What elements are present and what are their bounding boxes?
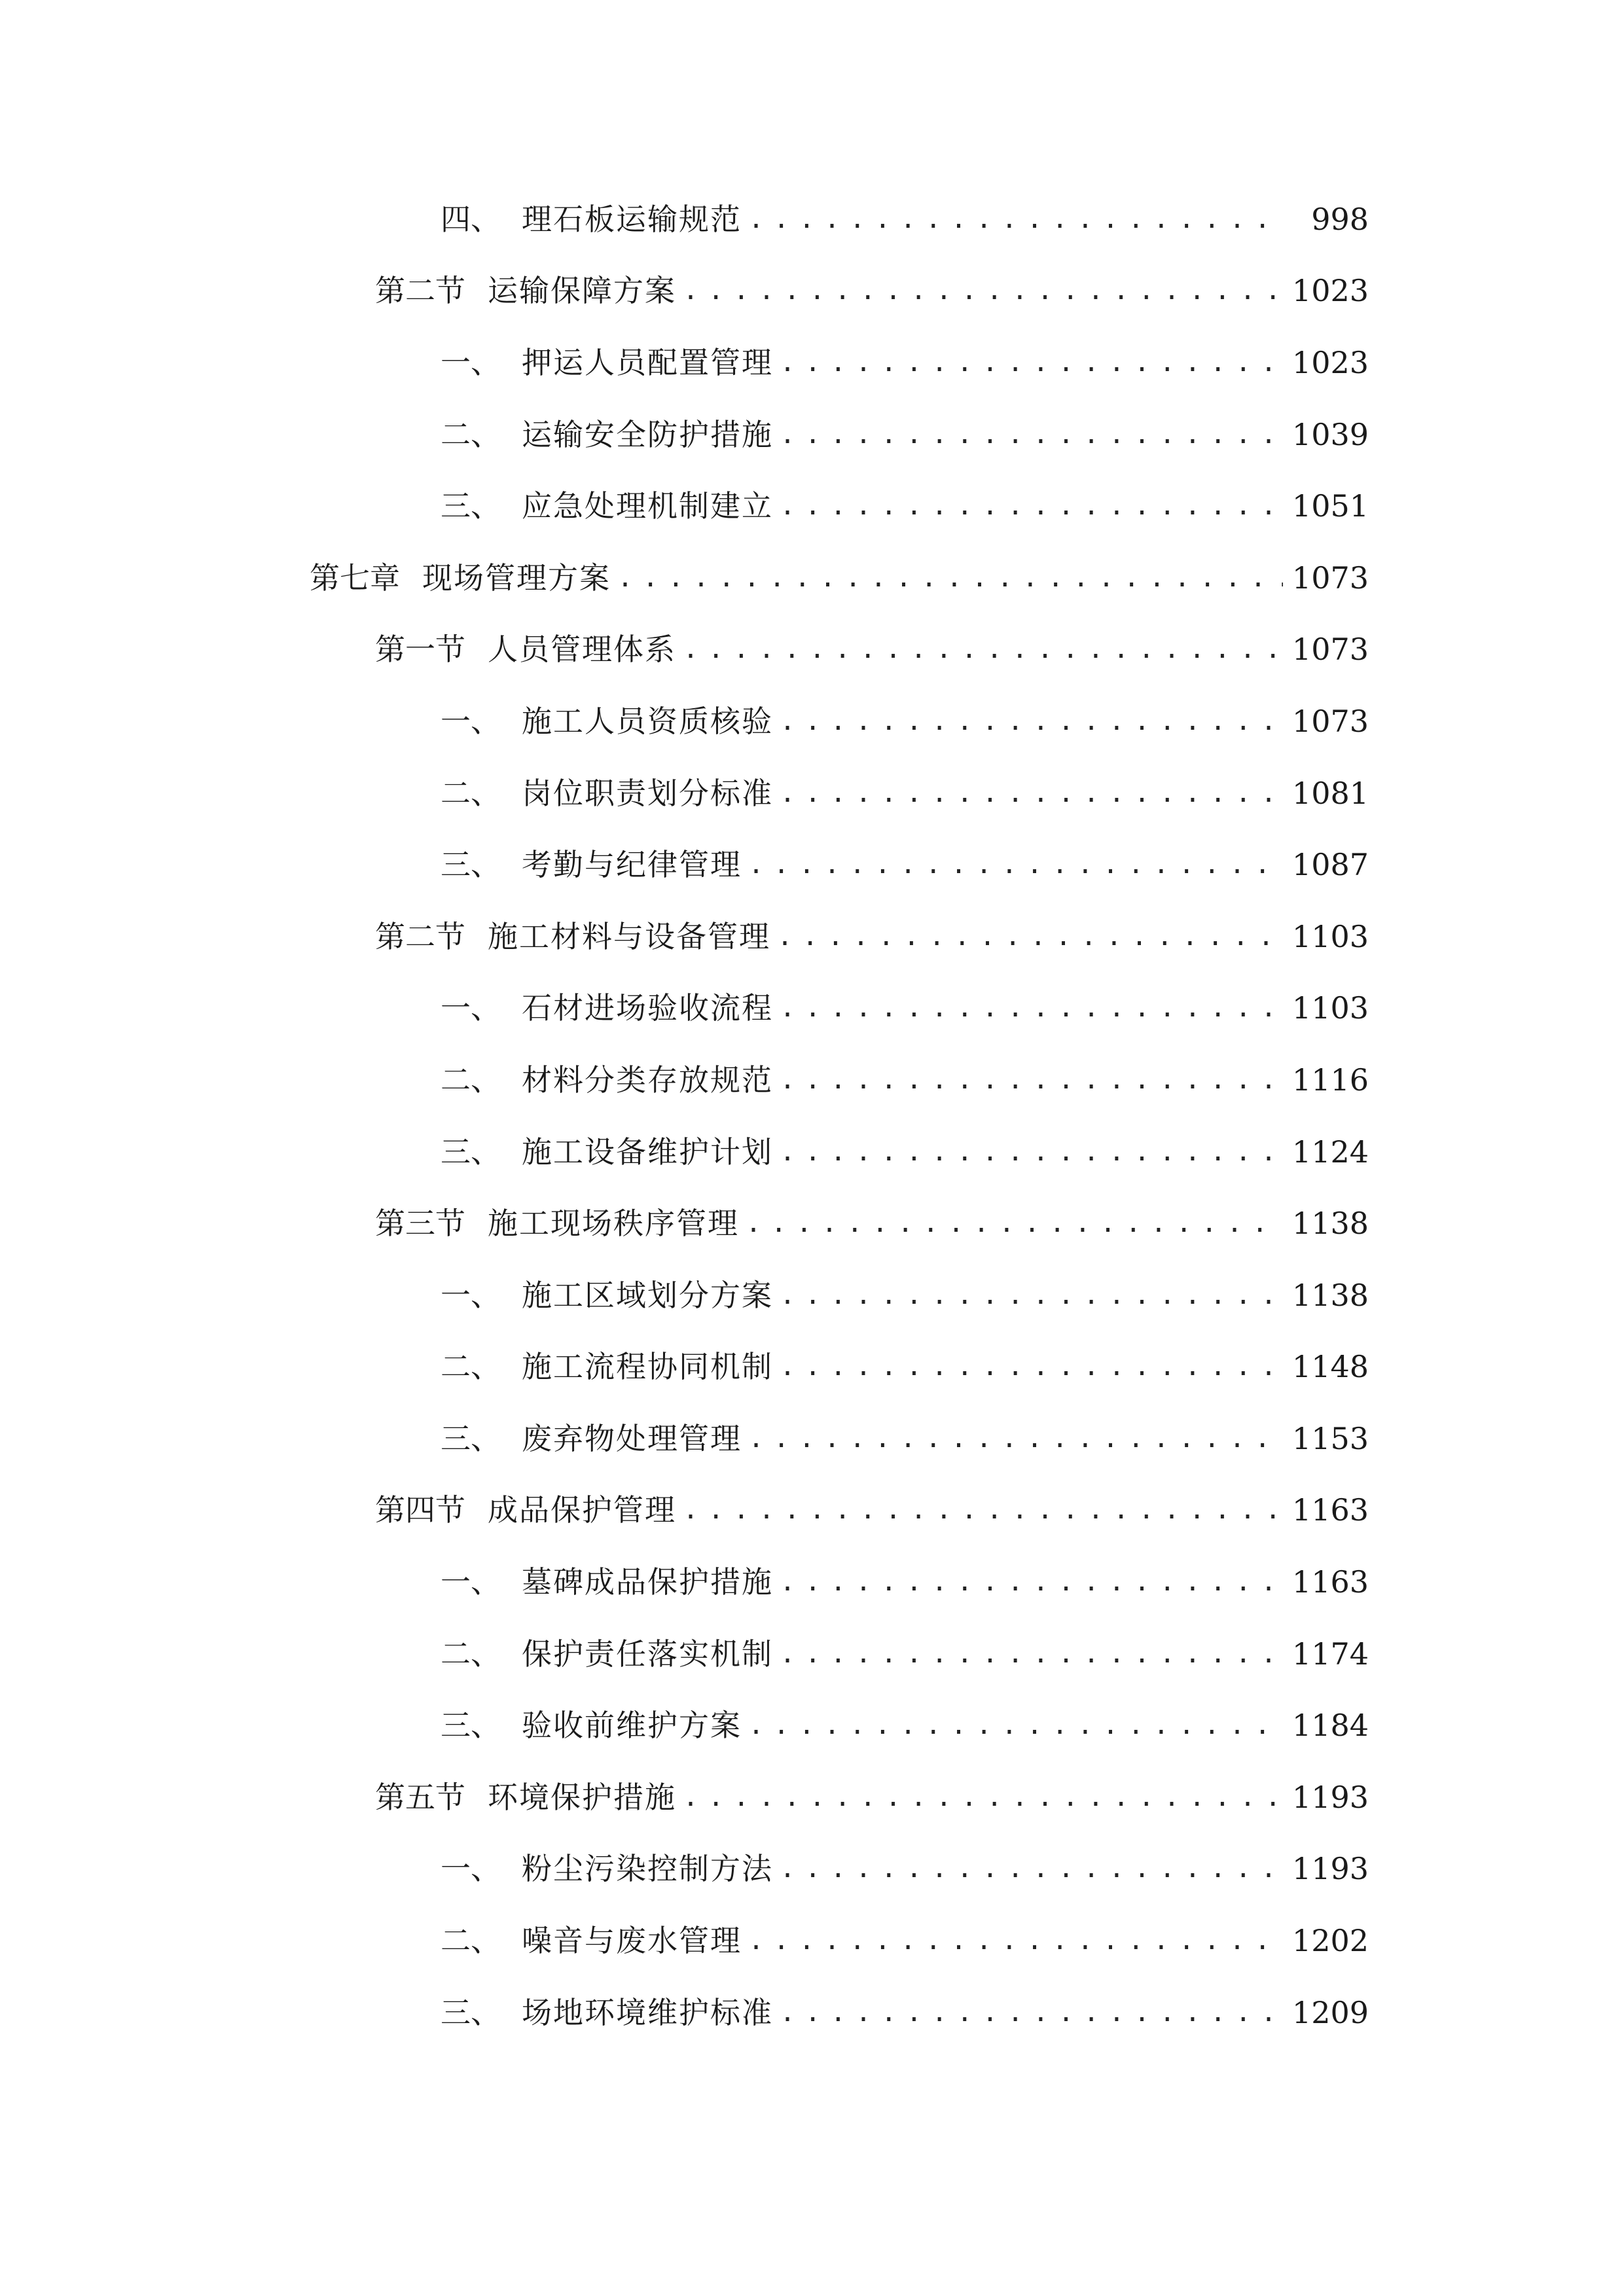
dot-leader bbox=[683, 636, 1283, 662]
toc-entry-page-number: 998 bbox=[1311, 201, 1369, 237]
toc-entry-title: 环境保护措施 bbox=[488, 1779, 676, 1815]
toc-entry-number: 四、 bbox=[441, 201, 501, 237]
dot-leader bbox=[780, 2000, 1283, 2026]
toc-entry-page-number: 1051 bbox=[1291, 488, 1369, 524]
toc-entry-item[interactable] bbox=[0, 757, 1624, 829]
dot-leader bbox=[683, 278, 1283, 304]
toc-entry-number: 第二节 bbox=[375, 273, 465, 309]
dot-leader bbox=[746, 1210, 1283, 1236]
dot-leader bbox=[780, 1641, 1283, 1667]
toc-entry-page-number: 1153 bbox=[1291, 1420, 1369, 1456]
toc-entry-number: 三、 bbox=[441, 1420, 501, 1456]
toc-entry-title: 岗位职责划分标准 bbox=[522, 775, 773, 811]
toc-entry-number: 二、 bbox=[441, 1349, 501, 1385]
toc-entry-number: 二、 bbox=[441, 1923, 501, 1959]
dot-leader bbox=[617, 565, 1283, 591]
toc-entry-title: 保护责任落实机制 bbox=[522, 1636, 773, 1672]
toc-entry-number: 第三节 bbox=[375, 1206, 465, 1242]
toc-entry-page-number: 1124 bbox=[1291, 1134, 1369, 1170]
toc-entry-number: 三、 bbox=[441, 847, 501, 883]
table-of-contents bbox=[0, 183, 1624, 2048]
toc-entry-page-number: 1087 bbox=[1291, 847, 1369, 883]
toc-entry-section[interactable] bbox=[0, 1475, 1624, 1547]
dot-leader bbox=[683, 1784, 1283, 1810]
toc-entry-number: 第七章 bbox=[310, 560, 400, 596]
toc-entry-number: 一、 bbox=[441, 1277, 501, 1313]
toc-entry-number: 一、 bbox=[441, 344, 501, 380]
dot-leader bbox=[780, 708, 1283, 734]
toc-entry-section[interactable] bbox=[0, 1187, 1624, 1259]
toc-entry-title: 运输保障方案 bbox=[488, 273, 676, 309]
toc-entry-page-number: 1193 bbox=[1291, 1851, 1369, 1887]
toc-entry-page-number: 1202 bbox=[1291, 1923, 1369, 1959]
toc-entry-title: 废弃物处理管理 bbox=[522, 1420, 742, 1456]
toc-entry-title: 施工现场秩序管理 bbox=[488, 1206, 739, 1242]
toc-entry-item[interactable] bbox=[0, 327, 1624, 399]
toc-entry-page-number: 1073 bbox=[1291, 560, 1369, 596]
toc-entry-item[interactable] bbox=[0, 1331, 1624, 1403]
toc-entry-section[interactable] bbox=[0, 614, 1624, 686]
toc-entry-item[interactable] bbox=[0, 1833, 1624, 1905]
dot-leader bbox=[748, 1928, 1283, 1954]
toc-entry-item[interactable] bbox=[0, 1403, 1624, 1475]
toc-entry-title: 押运人员配置管理 bbox=[522, 344, 773, 380]
toc-entry-section[interactable] bbox=[0, 901, 1624, 973]
toc-entry-title: 运输安全防护措施 bbox=[522, 416, 773, 452]
toc-entry-item[interactable] bbox=[0, 399, 1624, 471]
toc-entry-title: 验收前维护方案 bbox=[522, 1708, 742, 1744]
toc-entry-number: 第一节 bbox=[375, 632, 465, 668]
toc-entry-number: 三、 bbox=[441, 1708, 501, 1744]
toc-entry-page-number: 1039 bbox=[1291, 416, 1369, 452]
toc-entry-section[interactable] bbox=[0, 255, 1624, 327]
toc-entry-number: 一、 bbox=[441, 990, 501, 1026]
toc-entry-number: 二、 bbox=[441, 775, 501, 811]
toc-entry-page-number: 1116 bbox=[1291, 1062, 1369, 1098]
toc-entry-number: 第四节 bbox=[375, 1492, 465, 1528]
dot-leader bbox=[748, 852, 1283, 878]
toc-entry-title: 考勤与纪律管理 bbox=[522, 847, 742, 883]
toc-entry-title: 噪音与废水管理 bbox=[522, 1923, 742, 1959]
toc-entry-page-number: 1081 bbox=[1291, 775, 1369, 811]
toc-entry-page-number: 1184 bbox=[1291, 1708, 1369, 1744]
dot-leader bbox=[780, 1067, 1283, 1093]
toc-entry-item[interactable] bbox=[0, 1618, 1624, 1690]
toc-entry-item[interactable] bbox=[0, 685, 1624, 757]
dot-leader bbox=[780, 1282, 1283, 1308]
dot-leader bbox=[683, 1497, 1283, 1523]
toc-entry-number: 三、 bbox=[441, 1994, 501, 2030]
dot-leader bbox=[748, 206, 1284, 232]
toc-entry-number: 二、 bbox=[441, 1062, 501, 1098]
toc-entry-page-number: 1023 bbox=[1291, 273, 1369, 309]
toc-entry-title: 成品保护管理 bbox=[488, 1492, 676, 1528]
toc-entry-number: 一、 bbox=[441, 1851, 501, 1887]
toc-entry-number: 三、 bbox=[441, 1134, 501, 1170]
toc-entry-number: 一、 bbox=[441, 703, 501, 739]
toc-entry-page-number: 1103 bbox=[1291, 918, 1369, 954]
toc-entry-page-number: 1138 bbox=[1291, 1206, 1369, 1242]
toc-entry-number: 三、 bbox=[441, 488, 501, 524]
dot-leader bbox=[780, 995, 1283, 1021]
toc-entry-item[interactable] bbox=[0, 1044, 1624, 1116]
toc-entry-item[interactable] bbox=[0, 1259, 1624, 1331]
dot-leader bbox=[780, 493, 1283, 519]
dot-leader bbox=[748, 1712, 1283, 1738]
toc-entry-number: 二、 bbox=[441, 1636, 501, 1672]
toc-entry-title: 粉尘污染控制方法 bbox=[522, 1851, 773, 1887]
toc-entry-title: 石材进场验收流程 bbox=[522, 990, 773, 1026]
toc-entry-title: 施工流程协同机制 bbox=[522, 1349, 773, 1385]
toc-entry-number: 第二节 bbox=[375, 918, 465, 954]
toc-entry-number: 第五节 bbox=[375, 1779, 465, 1815]
toc-entry-chapter[interactable] bbox=[0, 542, 1624, 614]
toc-entry-title: 施工区域划分方案 bbox=[522, 1277, 773, 1313]
toc-entry-item[interactable] bbox=[0, 1905, 1624, 1977]
dot-leader bbox=[780, 422, 1283, 448]
toc-entry-item[interactable] bbox=[0, 1689, 1624, 1761]
toc-entry-item[interactable] bbox=[0, 183, 1624, 255]
toc-entry-title: 施工材料与设备管理 bbox=[488, 918, 770, 954]
toc-entry-title: 材料分类存放规范 bbox=[522, 1062, 773, 1098]
toc-entry-item[interactable] bbox=[0, 973, 1624, 1045]
toc-entry-title: 施工人员资质核验 bbox=[522, 703, 773, 739]
toc-entry-page-number: 1174 bbox=[1291, 1636, 1369, 1672]
toc-entry-page-number: 1163 bbox=[1291, 1564, 1369, 1600]
toc-entry-page-number: 1103 bbox=[1291, 990, 1369, 1026]
toc-entry-page-number: 1073 bbox=[1291, 703, 1369, 739]
toc-entry-title: 应急处理机制建立 bbox=[522, 488, 773, 524]
dot-leader bbox=[777, 924, 1283, 950]
toc-entry-page-number: 1209 bbox=[1291, 1994, 1369, 2030]
toc-entry-title: 墓碑成品保护措施 bbox=[522, 1564, 773, 1600]
toc-entry-page-number: 1163 bbox=[1291, 1492, 1369, 1528]
dot-leader bbox=[748, 1426, 1283, 1452]
dot-leader bbox=[780, 1139, 1283, 1165]
toc-entry-title: 人员管理体系 bbox=[488, 632, 676, 668]
toc-entry-item[interactable] bbox=[0, 1546, 1624, 1618]
toc-entry-page-number: 1193 bbox=[1291, 1779, 1369, 1815]
toc-entry-title: 理石板运输规范 bbox=[522, 201, 742, 237]
toc-entry-title: 现场管理方案 bbox=[422, 560, 611, 596]
toc-entry-title: 施工设备维护计划 bbox=[522, 1134, 773, 1170]
toc-entry-item[interactable] bbox=[0, 1116, 1624, 1188]
toc-entry-number: 二、 bbox=[441, 416, 501, 452]
toc-entry-page-number: 1138 bbox=[1291, 1277, 1369, 1313]
toc-entry-item[interactable] bbox=[0, 829, 1624, 901]
dot-leader bbox=[780, 780, 1283, 806]
dot-leader bbox=[780, 1569, 1283, 1595]
toc-entry-page-number: 1023 bbox=[1291, 344, 1369, 380]
toc-entry-page-number: 1073 bbox=[1291, 632, 1369, 668]
toc-entry-number: 一、 bbox=[441, 1564, 501, 1600]
toc-entry-section[interactable] bbox=[0, 1761, 1624, 1833]
dot-leader bbox=[780, 350, 1283, 376]
toc-entry-item[interactable] bbox=[0, 470, 1624, 542]
dot-leader bbox=[780, 1856, 1283, 1882]
toc-entry-title: 场地环境维护标准 bbox=[522, 1994, 773, 2030]
toc-entry-page-number: 1148 bbox=[1291, 1349, 1369, 1385]
toc-entry-item[interactable] bbox=[0, 1977, 1624, 2049]
dot-leader bbox=[780, 1354, 1283, 1380]
